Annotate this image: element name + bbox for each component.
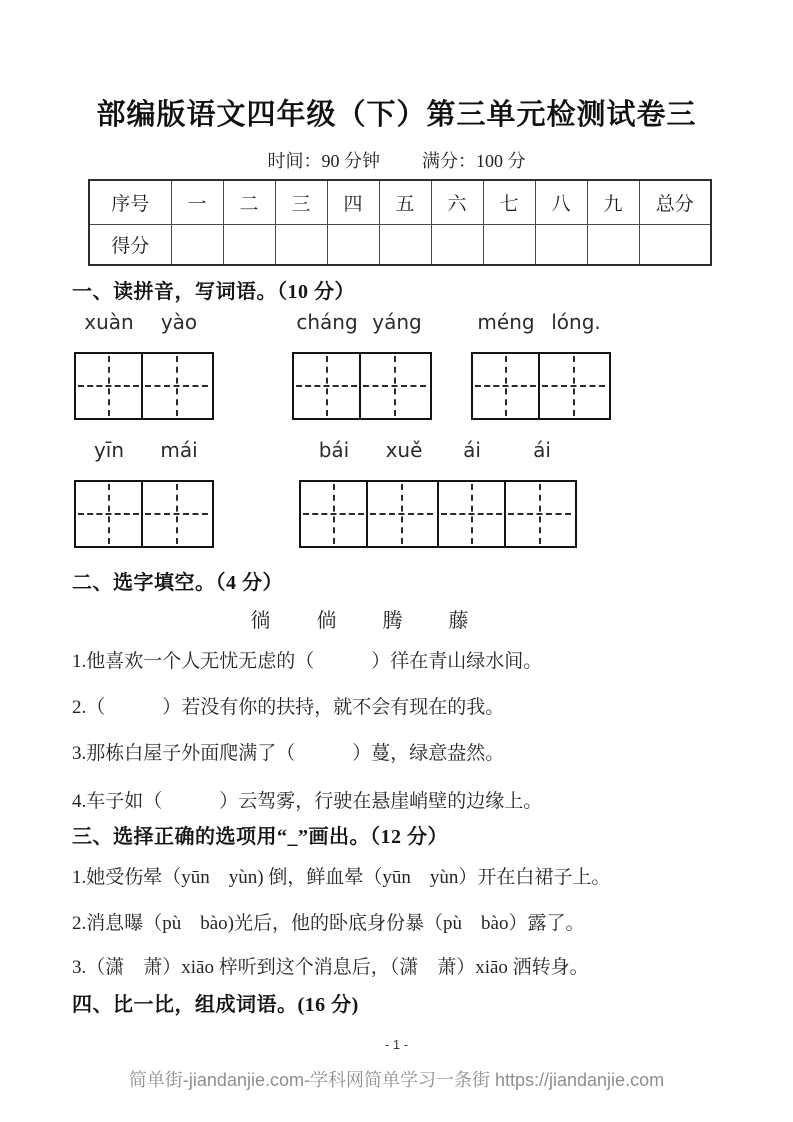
tianzige-box [294, 354, 361, 418]
score-cell-empty [431, 224, 483, 265]
score-cell-empty [275, 224, 327, 265]
score-cell-empty [171, 224, 223, 265]
pinyin-labels [292, 308, 432, 336]
score-table-col: 一 [171, 180, 223, 224]
tianzige-grid [437, 480, 577, 548]
pinyin-syllable: cháng [296, 310, 358, 334]
pinyin-writing-unit [74, 308, 214, 420]
bank-character: 藤 [448, 610, 469, 632]
score-table-score-row [89, 224, 711, 265]
pinyin-syllable: mái [160, 438, 198, 462]
score-table-col: 九 [587, 180, 639, 224]
tianzige-box [473, 354, 540, 418]
score-table-col: 总分 [639, 180, 711, 224]
time-limit-label: 时间：90 分钟 [267, 151, 380, 171]
score-table-col: 六 [431, 180, 483, 224]
score-cell-empty [639, 224, 711, 265]
score-table-col: 五 [379, 180, 431, 224]
tianzige-box [143, 482, 210, 546]
tianzige-box [439, 482, 506, 546]
section2-item-2: 2.（ ）若没有你的扶持，就不会有现在的我。 [72, 697, 505, 718]
score-table [88, 179, 712, 266]
pinyin-labels [299, 436, 439, 464]
pinyin-labels [471, 308, 611, 336]
section3-item-1: 1.她受伤晕（yūn yùn) 倒，鲜血晕（yūn yùn）开在白裙子上。 [72, 867, 611, 888]
score-table-col: 八 [535, 180, 587, 224]
score-cell-empty [223, 224, 275, 265]
tianzige-box [506, 482, 573, 546]
bank-character: 腾 [382, 610, 403, 632]
full-score-label: 满分：100 分 [422, 151, 526, 171]
pinyin-labels [74, 436, 214, 464]
pinyin-syllable: yào [160, 310, 198, 334]
score-row-label: 得分 [89, 224, 171, 265]
pinyin-syllable: lóng. [551, 310, 601, 334]
pinyin-labels [437, 436, 577, 464]
pinyin-syllable: yīn [93, 438, 125, 462]
pinyin-syllable: bái [318, 438, 350, 462]
pinyin-writing-unit [299, 436, 439, 548]
score-table-header-row [89, 180, 711, 224]
pinyin-syllable: méng [477, 310, 535, 334]
tianzige-grid [74, 352, 214, 420]
page-number: - 1 - [384, 1037, 409, 1052]
pinyin-syllable: ái [463, 438, 481, 462]
score-cell-empty [483, 224, 535, 265]
section2-item-1: 1.他喜欢一个人无忧无虑的（ ）徉在青山绿水间。 [72, 651, 543, 672]
tianzige-box [76, 354, 143, 418]
pinyin-writing-unit [74, 436, 214, 548]
score-cell-empty [379, 224, 431, 265]
score-cell-empty [535, 224, 587, 265]
tianzige-box [143, 354, 210, 418]
bank-character: 徜 [250, 610, 271, 632]
pinyin-syllable: yáng [372, 310, 422, 334]
section2-heading: 二、选字填空。（4 分） [72, 572, 283, 594]
pinyin-writing-unit [437, 436, 577, 548]
section4-heading: 四、比一比，组成词语。(16 分) [72, 994, 359, 1016]
tianzige-grid [299, 480, 439, 548]
page-title: 部编版语文四年级（下）第三单元检测试卷三 [96, 99, 697, 131]
tianzige-grid [471, 352, 611, 420]
tianzige-box [540, 354, 607, 418]
score-table-col: 四 [327, 180, 379, 224]
score-cell-empty [587, 224, 639, 265]
section2-item-3: 3.那栋白屋子外面爬满了（ ）蔓，绿意盎然。 [72, 743, 505, 764]
tianzige-box [76, 482, 143, 546]
score-table-corner: 序号 [89, 180, 171, 224]
section3-heading: 三、选择正确的选项用“_”画出。（12 分） [72, 826, 448, 848]
character-bank [72, 604, 647, 633]
section1-heading: 一、读拼音，写词语。（10 分） [72, 281, 355, 303]
pinyin-writing-unit [471, 308, 611, 420]
section3-item-3: 3.（潇 萧）xiāo 梓听到这个消息后，（潇 萧）xiāo 洒转身。 [72, 957, 589, 978]
tianzige-grid [292, 352, 432, 420]
pinyin-writing-unit [292, 308, 432, 420]
pinyin-labels [74, 308, 214, 336]
pinyin-syllable: ái [533, 438, 551, 462]
pinyin-syllable: xuàn [84, 310, 134, 334]
score-table-col: 七 [483, 180, 535, 224]
score-table-col: 二 [223, 180, 275, 224]
score-cell-empty [327, 224, 379, 265]
tianzige-box [368, 482, 435, 546]
site-footer-text: 简单街-jiandanjie.com-学科网简单学习一条街 https://jiandanjie.com [128, 1070, 665, 1090]
bank-character: 倘 [316, 610, 337, 632]
section3-item-2: 2.消息曝（pù bào)光后，他的卧底身份暴（pù bào）露了。 [72, 913, 585, 934]
tianzige-box [361, 354, 428, 418]
exam-meta [0, 147, 793, 173]
pinyin-syllable: xuě [385, 438, 423, 462]
section2-item-4: 4.车子如（ ）云驾雾，行驶在悬崖峭壁的边缘上。 [72, 791, 543, 812]
tianzige-grid [74, 480, 214, 548]
score-table-col: 三 [275, 180, 327, 224]
tianzige-box [301, 482, 368, 546]
